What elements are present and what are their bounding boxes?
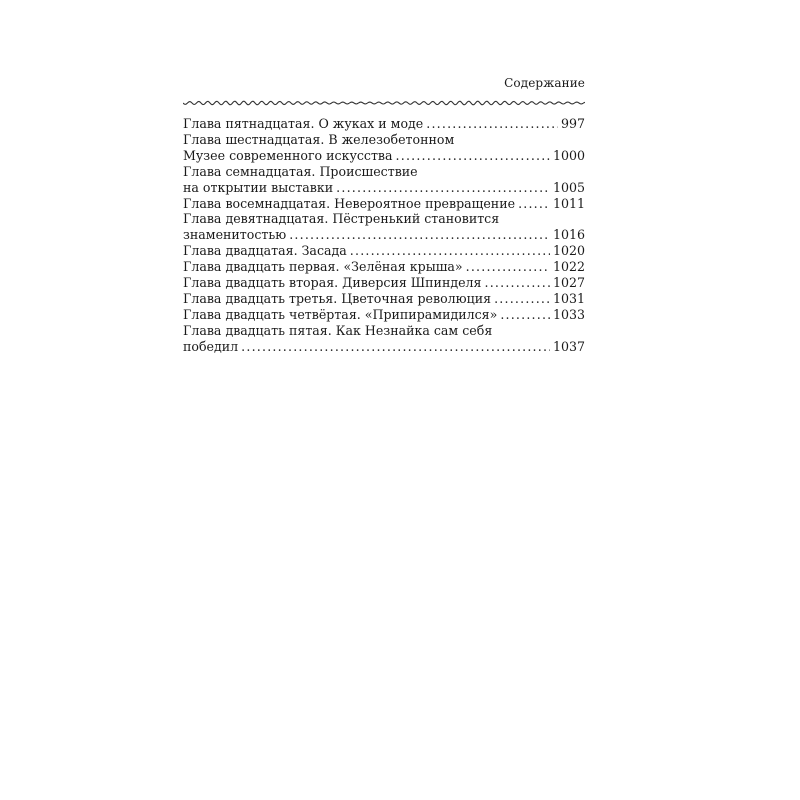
dot-leader [336,180,550,196]
toc-entry-title-line: Глава семнадцатая. Происшествие [183,163,418,179]
toc-entry[interactable] [183,259,585,275]
toc-entry-title-line: знаменитостью [183,227,287,243]
toc-page-number: 1005 [552,179,585,195]
toc-entry-last-line [183,307,585,323]
toc-entry[interactable] [183,243,585,259]
toc-entry-last-line [183,339,585,355]
toc-entry-title-line: победил [183,338,239,354]
dot-leader [466,259,550,275]
toc-entry-title-line: Глава шестнадцатая. В железобетонном [183,131,455,147]
toc-entry-title-line: на открытии выставки [183,179,334,195]
wavy-divider [183,98,585,108]
dot-leader [494,291,550,307]
toc-page-number: 1016 [552,227,585,243]
toc-entry-title-line: Глава девятнадцатая. Пёстренький становится [183,211,500,227]
toc-entry-title-line: Глава двадцать вторая. Диверсия Шпинделя [183,275,482,291]
toc-entry[interactable] [183,307,585,323]
toc-page-number: 1031 [552,290,585,306]
running-header: Содержание [504,76,585,90]
toc-page-number: 1033 [552,306,585,322]
dot-leader [241,339,550,355]
dot-leader [426,116,558,132]
toc-entry-last-line [183,259,585,275]
toc-entry-title-line: Глава двадцатая. Засада [183,243,347,259]
toc-entry[interactable] [183,164,585,196]
toc-entry[interactable] [183,211,585,243]
dot-leader [518,196,550,212]
toc-entry[interactable] [183,196,585,212]
toc-entry-title-line: Глава восемнадцатая. Невероятное превращение [183,195,516,211]
toc-page-number: 1011 [552,195,585,211]
toc-entry-last-line [183,180,585,196]
toc-entry[interactable] [183,116,585,132]
dot-leader [500,307,550,323]
toc-entry[interactable] [183,275,585,291]
toc-page-number: 997 [560,116,585,131]
dot-leader [289,227,550,243]
toc-entry-title-line: Глава двадцать первая. «Зелёная крыша» [183,259,463,275]
toc-entry-last-line [183,291,585,307]
toc-page-number: 1037 [552,338,585,354]
toc-page-number: 1027 [552,275,585,291]
toc-page-number: 1000 [552,147,585,163]
dot-leader [485,275,550,291]
toc-entry-title-line: Глава двадцать третья. Цветочная революция [183,290,492,306]
toc-entry-title-line: Глава двадцать пятая. Как Незнайка сам себя [183,322,493,338]
toc-page-number: 1020 [552,243,585,259]
toc-entry-title-line: Глава двадцать четвёртая. «Припирамидился» [183,306,498,322]
dot-leader [396,148,550,164]
toc-entry-last-line [183,227,585,243]
toc-entry-last-line [183,116,585,132]
toc-entry[interactable] [183,291,585,307]
toc-page-content [183,74,585,355]
toc-page-number: 1022 [552,259,585,275]
toc-entry-last-line [183,148,585,164]
toc-entry[interactable] [183,323,585,355]
table-of-contents [183,116,585,355]
toc-entry-last-line [183,243,585,259]
toc-entry-title-line: Музее современного искусства [183,147,393,163]
toc-entry-title-line: Глава пятнадцатая. О жуках и моде [183,116,424,131]
toc-entry[interactable] [183,132,585,164]
toc-entry-last-line [183,275,585,291]
toc-entry-last-line [183,196,585,212]
dot-leader [350,243,550,259]
